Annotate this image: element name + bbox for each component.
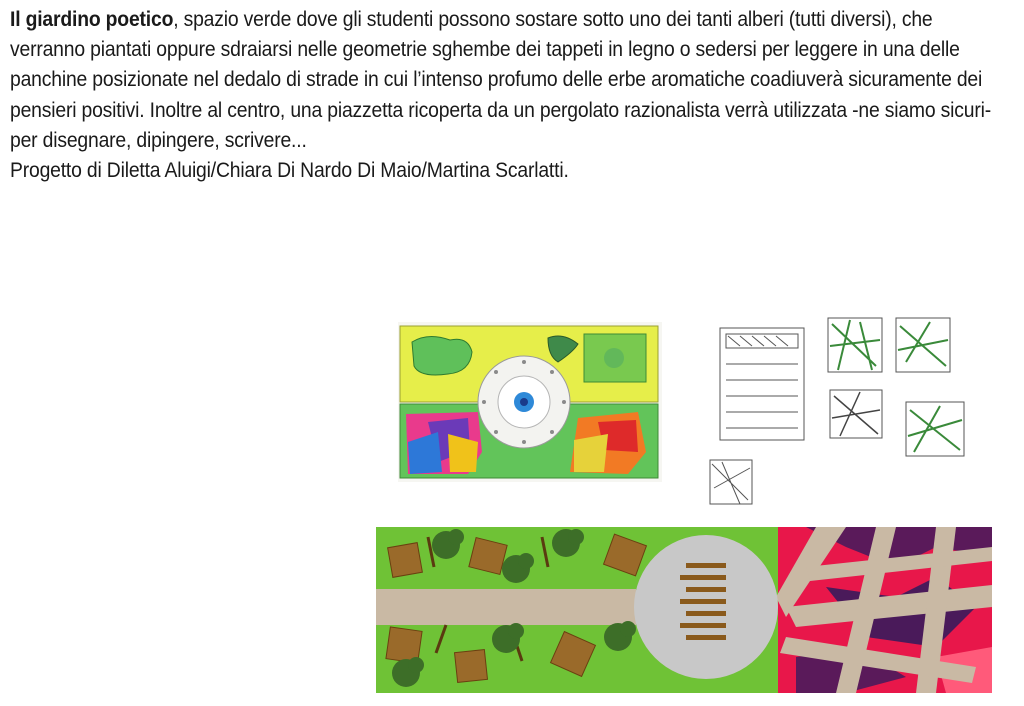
description-text: [10, 4, 1009, 185]
project-description: , spazio verde dove gli studenti possono sostare sotto uno dei tanti alberi (tutti diversi), che verranno piantati oppure sdraiarsi nelle geometrie sghembe dei tappeti in legno o sedersi per leggere in una delle panchine posizionate nel dedalo di strade in cui l’intenso profumo delle erbe aromatiche coadiuverà sicuramente dei pensieri positivi. Inoltre al centro, una piazzetta ricoperta da un pergolato razionalista verrà utilizzata -ne siamo sicuri- per disegnare, dipingere, scrivere...: [10, 7, 991, 152]
sketch-details-image: [700, 300, 990, 510]
sketch-plan-image: [398, 322, 662, 482]
project-credits: Progetto di Diletta Aluigi/Chiara Di Nardo Di Maio/Martina Scarlatti.: [10, 158, 569, 183]
digital-plan-image: [376, 527, 992, 693]
project-title: Il giardino poetico: [10, 7, 174, 31]
description-paragraph: [10, 4, 1009, 155]
